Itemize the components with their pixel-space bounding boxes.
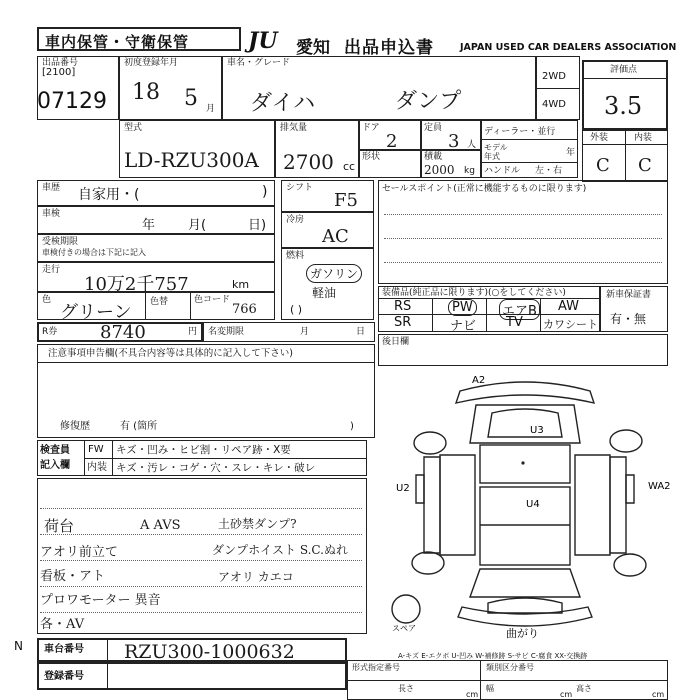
- logo-mark: JU: [248, 28, 278, 54]
- ac-value: AC: [322, 226, 349, 247]
- rating-label: 評価点: [610, 65, 638, 75]
- drive-4wd: 4WD: [542, 99, 566, 110]
- inspection-note: 車検付きの場合は下記に記入: [42, 248, 146, 257]
- model-value: LD-RZU300A: [124, 148, 259, 172]
- lot-code: [2100]: [42, 67, 76, 78]
- shaken-month: 月(: [188, 218, 207, 233]
- car-name-label: 車名・グレード: [227, 58, 291, 68]
- capacity-label: 定員: [424, 123, 443, 133]
- history-close: ): [262, 184, 268, 200]
- color-label: 色: [42, 295, 52, 305]
- chassis-label: 車台番号: [44, 644, 84, 655]
- sales-point-box: [378, 180, 668, 284]
- capacity-unit: 人: [467, 140, 477, 150]
- shaken-box: [37, 206, 275, 234]
- plate-label: 登録番号: [44, 671, 84, 682]
- recycle-value: 8740: [100, 322, 146, 343]
- steering-label: ハンドル: [484, 166, 521, 176]
- ac-label: 冷房: [286, 215, 305, 225]
- doors-value: 2: [386, 131, 398, 152]
- repair-value: 有 (箇所: [120, 421, 158, 432]
- shaken-day: 日): [248, 218, 267, 233]
- remark-right-3: アオリ カエコ: [218, 570, 294, 584]
- capacity-value: 3: [448, 131, 460, 152]
- displacement-unit: cc: [343, 160, 356, 173]
- color-code-label: 色コード: [194, 295, 231, 305]
- mark-u3: U3: [530, 425, 544, 436]
- notes-label: 注意事項申告欄(不具合内容等は具体的に記入して下さい): [48, 348, 293, 359]
- width-unit: cm: [560, 690, 573, 699]
- width-label: 幅: [486, 684, 494, 693]
- rating-score: 3.5: [604, 92, 643, 120]
- interior-label: 内装: [634, 133, 653, 143]
- equip-navi: ナビ: [450, 319, 477, 334]
- load-label: 積載: [424, 152, 443, 162]
- ju-logo: [248, 28, 278, 54]
- model-year-unit: 年: [566, 148, 576, 158]
- remark-right-2: ダンプホイスト S.C.ぬれ: [212, 543, 348, 557]
- displacement-label: 排気量: [280, 123, 308, 133]
- after-date-box: [378, 334, 668, 366]
- drive-2wd: 2WD: [542, 71, 566, 82]
- lot-number: 07129: [37, 89, 107, 114]
- name-change-day: 日: [356, 327, 366, 337]
- color-code: 766: [232, 302, 257, 317]
- equip-cassette: カワシート: [543, 318, 598, 331]
- form-title: 出品申込書: [344, 38, 434, 58]
- inspector-fw-text: キズ・凹み・ヒビ割・リペア跡・X要: [116, 444, 291, 456]
- inspector-interior: 内装: [87, 462, 107, 473]
- load-unit: kg: [464, 166, 475, 176]
- mark-u4: U4: [526, 499, 540, 510]
- mileage-label: 走行: [42, 265, 61, 275]
- fuel-gasoline: ガソリン: [306, 264, 362, 283]
- remark-right-1: 土砂禁ダンプ?: [218, 517, 297, 531]
- remark-left-extra: A AVS: [140, 518, 181, 533]
- warranty-value: 有・無: [610, 312, 647, 326]
- format-label: 形式指定番号: [352, 663, 400, 672]
- recycle-unit: 円: [188, 327, 198, 337]
- displacement-value: 2700: [283, 150, 334, 174]
- dealer-label: ディーラー・並行: [484, 127, 556, 137]
- repair-label: 修復歴: [60, 421, 90, 432]
- chassis-value: RZU300-1000632: [124, 641, 295, 663]
- remark-left-4: プロワモーター 異音: [40, 593, 161, 608]
- shape-label: 形状: [362, 152, 381, 162]
- exterior-label: 外装: [590, 133, 609, 143]
- car-diagram: [380, 365, 690, 665]
- shaken-year: 年: [142, 218, 156, 233]
- height-label: 高さ: [576, 684, 592, 693]
- inspector-interior-text: キズ・汚レ・コゲ・穴・スレ・キレ・破レ: [116, 462, 316, 474]
- remark-left-5: 各・AV: [40, 617, 85, 632]
- name-change-label: 名変期限: [208, 327, 245, 337]
- after-date-label: 後日欄: [382, 337, 410, 347]
- association-name: JAPAN USED CAR DEALERS ASSOCIATION: [460, 42, 677, 53]
- fuel-diesel: 軽油: [312, 286, 337, 300]
- exterior-grade: C: [596, 155, 610, 176]
- recycle-label: R券: [42, 327, 58, 337]
- remark-left-1: 荷台: [44, 517, 75, 535]
- registration-month-unit: 月: [206, 104, 216, 114]
- registration-month: 5: [184, 86, 198, 111]
- car-grade-value: ダンプ: [395, 89, 462, 114]
- registration-label: 初度登録年月: [124, 58, 179, 68]
- mileage-value: 10万2千757: [84, 274, 189, 295]
- remark-left-3: 看板・アト: [40, 569, 106, 584]
- length-label: 長さ: [398, 684, 414, 693]
- inspector-label-1: 検査員: [40, 445, 70, 456]
- warranty-label: 新車保証書: [606, 290, 652, 300]
- shift-label: シフト: [286, 183, 314, 193]
- inspector-label-2: 記入欄: [40, 460, 70, 471]
- equip-pw: PW: [448, 299, 477, 316]
- interior-grade: C: [638, 155, 652, 176]
- security-label: 車内保管・守衛保管: [45, 33, 190, 51]
- mark-wa2: WA2: [648, 481, 671, 492]
- equipment-label: 装備品(純正品に限ります)(○をしてください): [382, 288, 566, 298]
- equip-rs: RS: [394, 299, 412, 314]
- model-year-label: モデル年式: [484, 143, 508, 161]
- load-value: 2000: [424, 163, 455, 177]
- mileage-unit: km: [232, 278, 250, 291]
- history-value: 自家用・(: [78, 187, 140, 203]
- shift-value: F5: [334, 190, 358, 211]
- equip-sr: SR: [394, 315, 412, 330]
- equip-tv: TV: [506, 315, 523, 330]
- diagram-note: 曲がり: [506, 627, 539, 640]
- logo-text: 愛知: [296, 38, 330, 58]
- color-value: グリーン: [60, 302, 132, 323]
- mark-a2: A2: [472, 375, 486, 386]
- car-name-value: ダイハ: [250, 91, 316, 116]
- mark-u2: U2: [396, 483, 410, 494]
- inspection-label: 受検期限: [42, 237, 79, 247]
- inspector-fw: FW: [88, 444, 104, 455]
- steering-options: 左・右: [535, 166, 563, 176]
- height-unit: cm: [652, 690, 665, 699]
- class-label: 類別区分番号: [486, 663, 534, 672]
- lot-label: 出品番号: [42, 58, 79, 68]
- history-box: [37, 180, 275, 206]
- doors-label: ドア: [362, 123, 380, 133]
- model-label: 型式: [124, 123, 143, 133]
- sales-point-label: セールスポイント(正常に機能するものに限ります): [382, 184, 587, 194]
- repair-close: ): [350, 421, 354, 432]
- length-unit: cm: [466, 690, 479, 699]
- name-change-month: 月: [300, 327, 310, 337]
- color-change-label: 色替: [150, 297, 169, 307]
- registration-year: 18: [132, 80, 160, 105]
- equip-airbag: エアB: [499, 299, 540, 320]
- history-label: 車歴: [42, 183, 61, 193]
- fuel-label: 燃料: [286, 251, 305, 261]
- remark-left-2: アオリ前立て: [40, 545, 118, 560]
- spare-label: スペア: [392, 624, 416, 633]
- equip-aw: AW: [558, 299, 580, 314]
- side-letter: N: [14, 639, 23, 653]
- damage-legend: A-キズ E-エクボ U-凹み W-補修跡 S-サビ C-腐食 XX-交換跡: [398, 652, 588, 660]
- fuel-paren: ( ): [290, 303, 303, 316]
- shaken-label: 車検: [42, 209, 61, 219]
